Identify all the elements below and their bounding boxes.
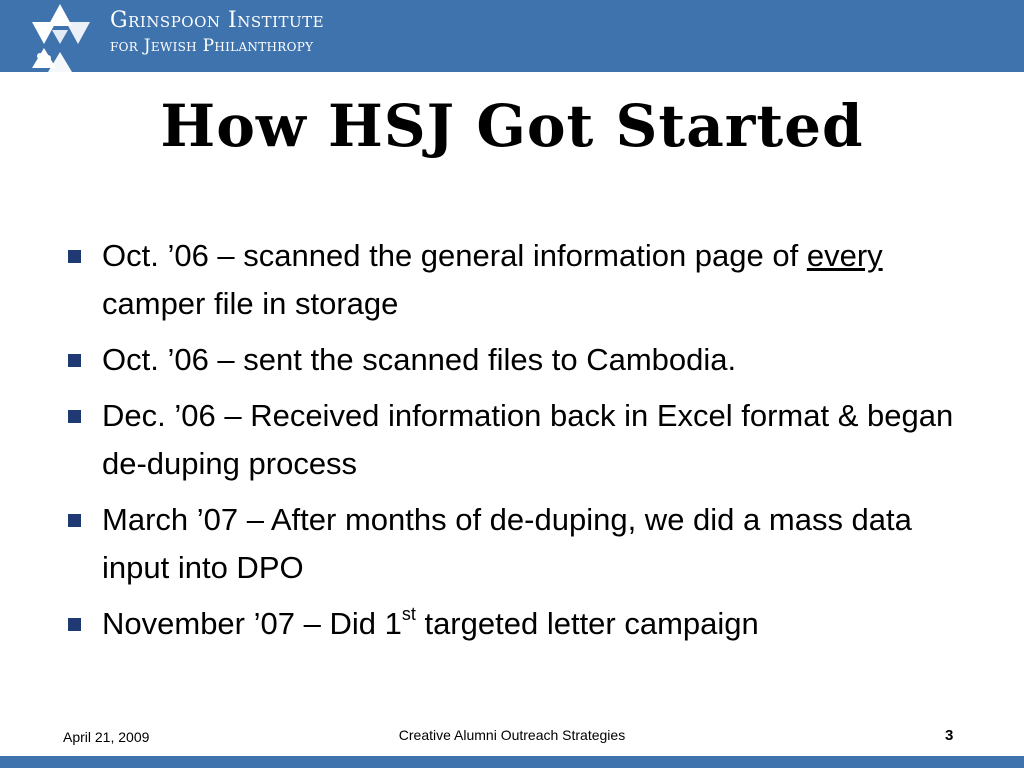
organization-name-line1: Grinspoon Institute [110, 8, 325, 33]
footer-presentation-title: Creative Alumni Outreach Strategies [398, 727, 626, 743]
footer-date: April 21, 2009 [63, 729, 150, 745]
bullet-text-after: targeted letter campaign [415, 606, 759, 641]
bullet-underlined-text: every [806, 238, 883, 273]
square-bullet-icon [68, 618, 81, 631]
bullet-list [62, 232, 982, 656]
bullet-text: Dec. ’06 – Received information back in Excel format & began de-duping process [102, 398, 954, 481]
bullet-item [62, 496, 982, 592]
organization-name-line2: for Jewish Philanthropy [110, 36, 314, 56]
bullet-superscript: st [401, 604, 416, 624]
bullet-text: Oct. ’06 – sent the scanned files to Cambodia. [102, 342, 737, 377]
header-banner [0, 0, 1024, 72]
slide-title: How HSJ Got Started [160, 92, 864, 160]
square-bullet-icon [68, 354, 81, 367]
bullet-item [62, 392, 982, 488]
slide-number: 3 [945, 727, 954, 744]
star-of-david-logo-icon [22, 0, 102, 72]
square-bullet-icon [68, 410, 81, 423]
bullet-text: March ’07 – After months of de-duping, we did a mass data input into DPO [102, 502, 912, 585]
bullet-text-before: Oct. ’06 – scanned the general information page of [102, 238, 807, 273]
bullet-item [62, 600, 982, 648]
bullet-text-after: camper file in storage [102, 286, 399, 321]
square-bullet-icon [68, 514, 81, 527]
bullet-text-before: November ’07 – Did 1 [102, 606, 402, 641]
footer-banner [0, 756, 1024, 768]
bullet-item [62, 232, 982, 328]
organization-name [110, 10, 324, 55]
square-bullet-icon [68, 250, 81, 263]
bullet-item [62, 336, 982, 384]
